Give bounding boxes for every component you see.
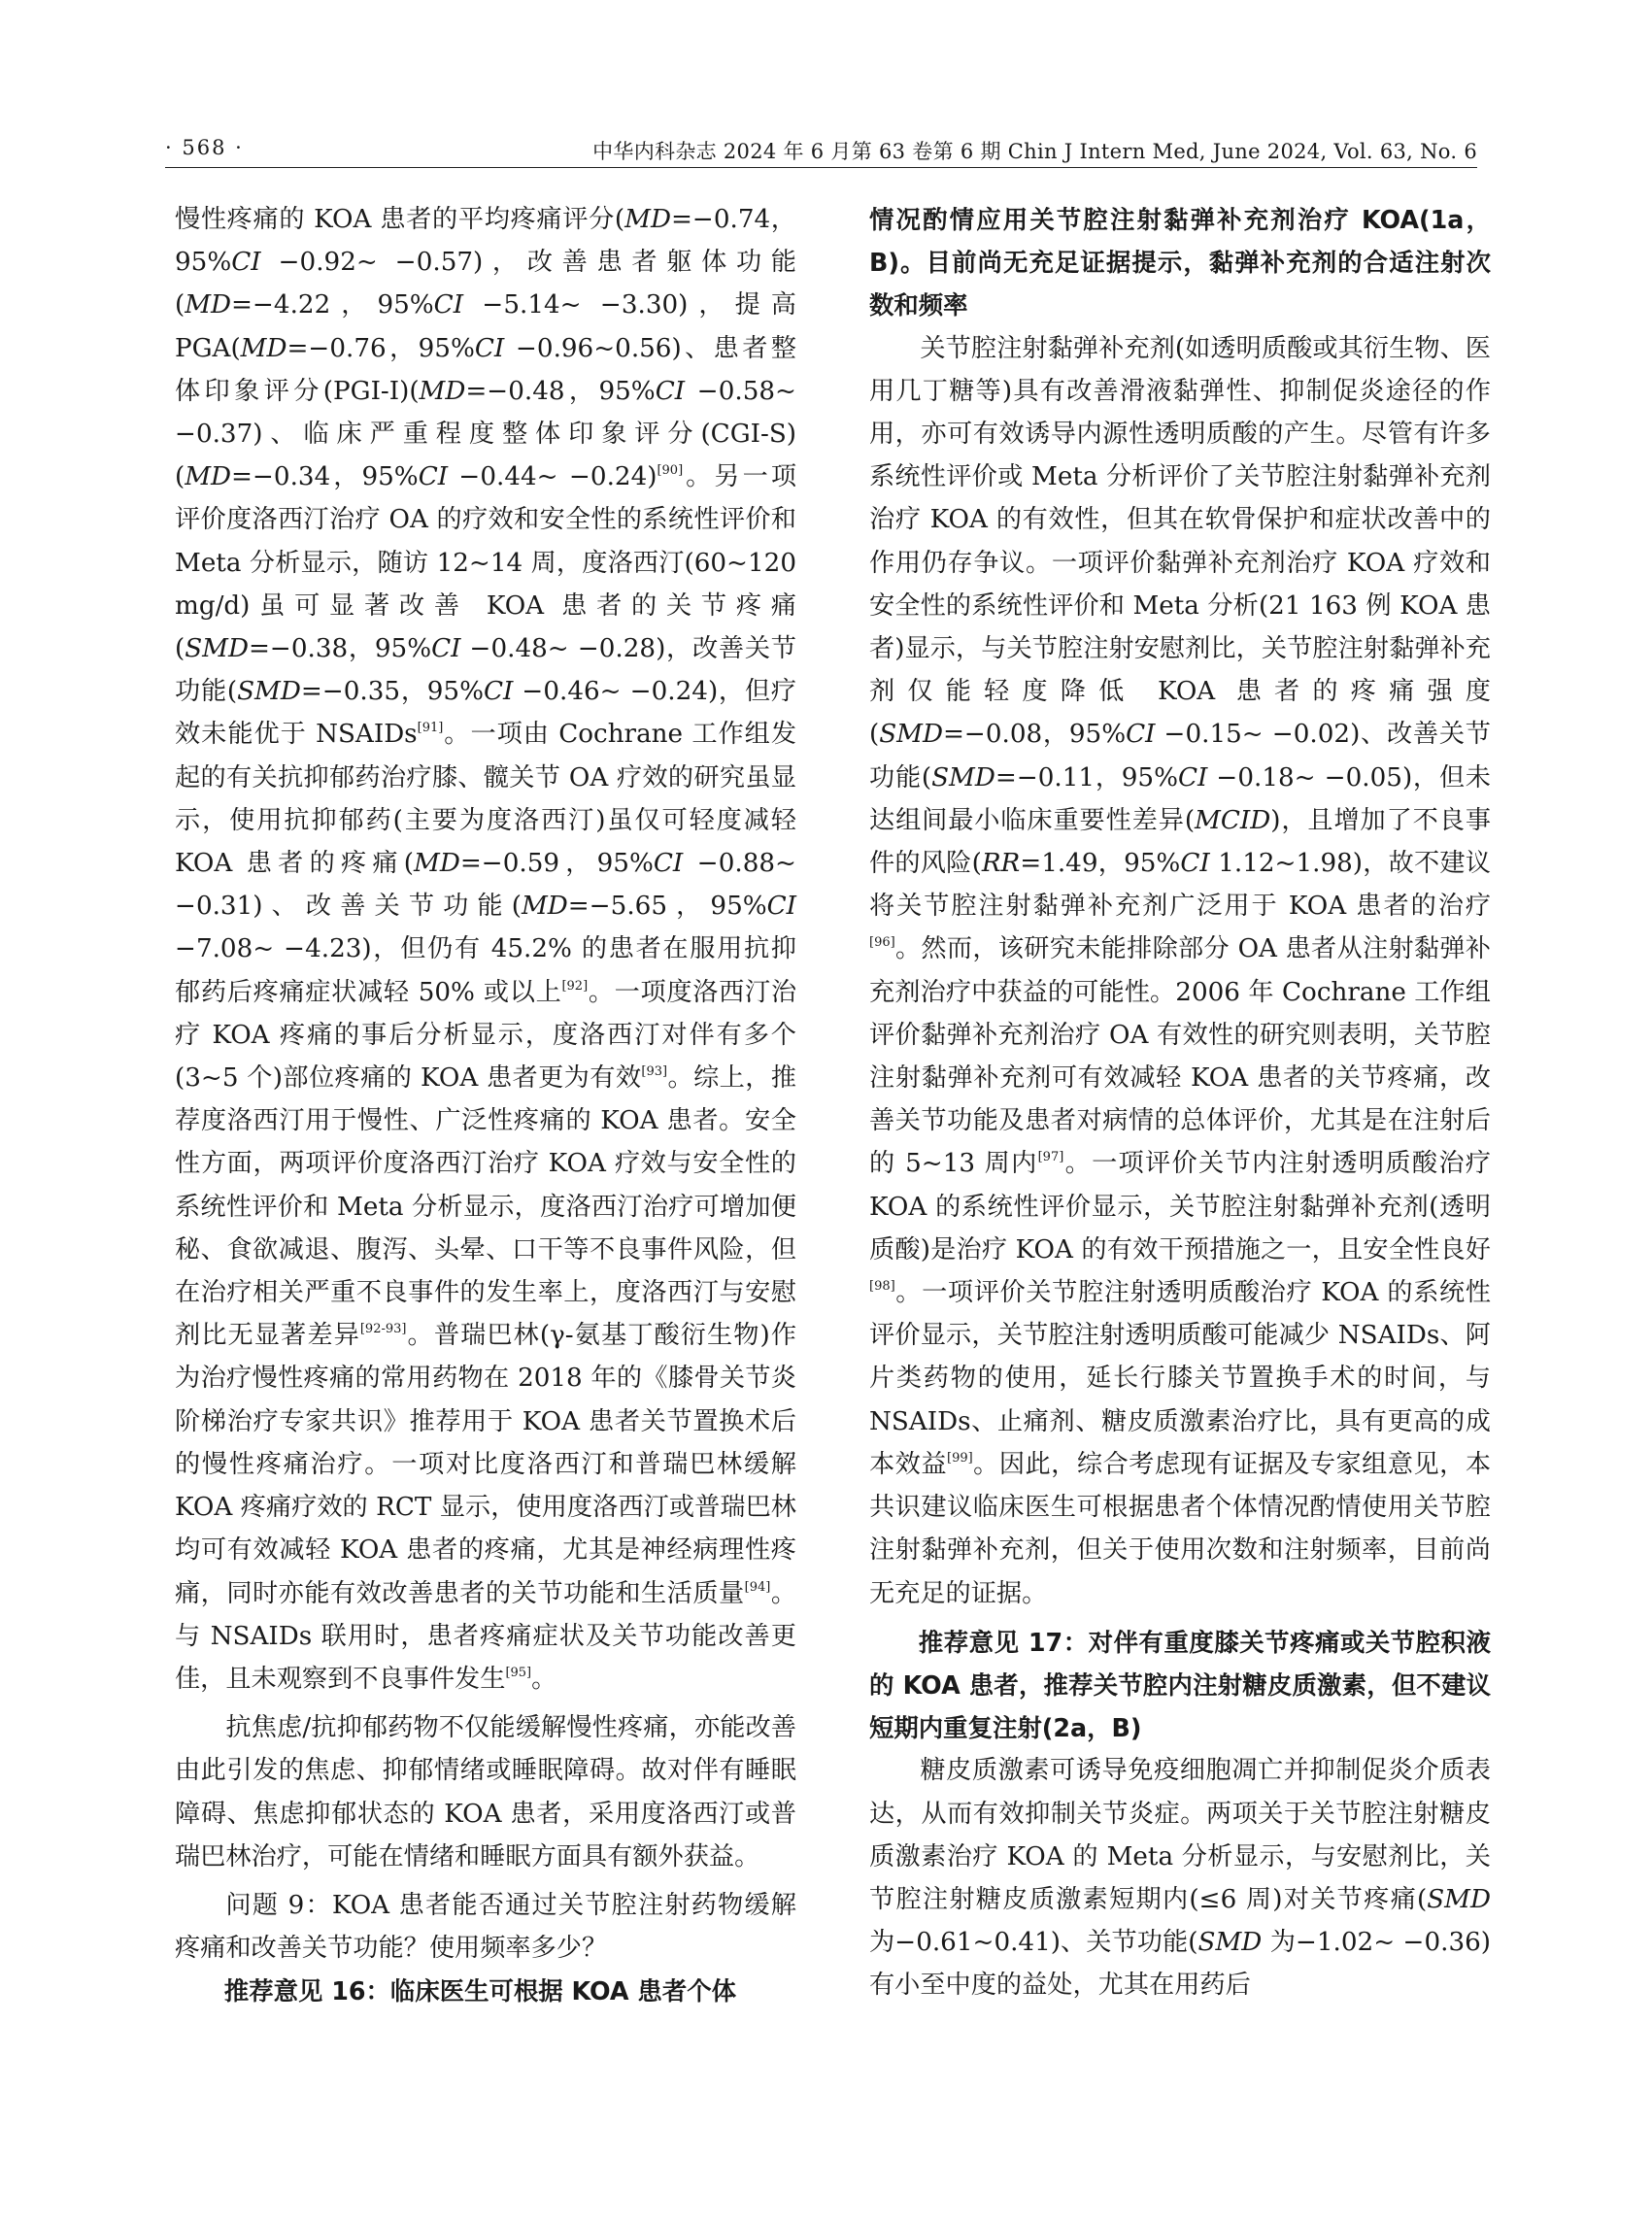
stat-symbol: CI [1126, 720, 1156, 750]
citation-marker: [90] [657, 463, 684, 479]
stat-symbol: CI [1177, 762, 1208, 792]
stat-symbol: RR [981, 849, 1021, 879]
stat-symbol: MD [414, 849, 460, 879]
stat-symbol: CI [418, 462, 449, 492]
stat-symbol: MD [624, 205, 671, 234]
citation-marker: [97] [1037, 1150, 1064, 1165]
stat-symbol: MD [185, 462, 232, 492]
stat-symbol: SMD [1197, 1928, 1263, 1958]
citation-marker: [93] [641, 1064, 668, 1080]
question-heading: 问题 9：KOA 患者能否通过关节腔注射药物缓解疼痛和改善关节功能？使用频率多少？ [175, 1890, 796, 1964]
recommendation-heading: 推荐意见 17：对伴有重度膝关节疼痛或关节腔积液的 KOA 患者，推荐关节腔内注射糖皮质激素，但不建议短期内重复注射(2a，B) [869, 1627, 1491, 1743]
stat-symbol: SMD [237, 677, 301, 707]
stat-symbol: CI [766, 892, 796, 922]
right-column [869, 198, 1491, 2007]
stat-symbol: CI [231, 248, 261, 278]
stat-symbol: CI [655, 376, 686, 406]
left-column [175, 198, 796, 2013]
stat-symbol: CI [653, 849, 684, 879]
citation-marker: [99] [947, 1450, 973, 1466]
stat-symbol: CI [431, 634, 461, 664]
citation-marker: [96] [869, 935, 895, 951]
paragraph: 慢性疼痛的 KOA 患者的平均疼痛评分(MD=−0.74，95%CI −0.92~ −0.57)，改善患者躯体功能(MD=−4.22，95%CI −5.14~ −3.30)，提高 PGA(MD=−0.76，95%CI −0.96~0.56)、患者整体印象评分(PGI-I)(MD=−0.48，95%CI −0.58~ −0.37)、临床严重程度整体印象评分(CGI-S)(MD=−0.34，95%CI −0.44~ −0.24)[90]。另一项评价度洛西汀治疗 OA 的疗效和安全性的系统性评价和 Meta 分析显示，随访 12~14 周，度洛西汀(60~120 mg/d)虽可显著改善 KOA 患者的关节疼痛(SMD=−0.38，95%CI −0.48~ −0.28)，改善关节功能(SMD=−0.35，95%CI −0.46~ −0.24)，但疗效未能优于 NSAIDs[91]。一项由 Cochrane 工作组发起的有关抗抑郁药治疗膝、髋关节 OA 疗效的研究虽显示，使用抗抑郁药(主要为度洛西汀)虽仅可轻度减轻 KOA 患者的疼痛(MD=−0.59，95%CI −0.88~ −0.31)、改善关节功能(MD=−5.65，95%CI −7.08~ −4.23)，但仍有 45.2% 的患者在服用抗抑郁药后疼痛症状减轻 50% 或以上[92]。一项度洛西汀治疗 KOA 疼痛的事后分析显示，度洛西汀对伴有多个(3~5 个)部位疼痛的 KOA 患者更为有效[93]。综上，推荐度洛西汀用于慢性、广泛性疼痛的 KOA 患者。安全性方面，两项评价度洛西汀治疗 KOA 疗效与安全性的系统性评价和 Meta 分析显示，度洛西汀治疗可增加便秘、食欲减退、腹泻、头晕、口干等不良事件风险，但在治疗相关严重不良事件的发生率上，度洛西汀与安慰剂比无显著差异[92-93]。普瑞巴林(γ-氨基丁酸衍生物)作为治疗慢性疼痛的常用药物在 2018 年的《膝骨关节炎阶梯治疗专家共识》推荐用于 KOA 患者关节置换术后的慢性疼痛治疗。一项对比度洛西汀和普瑞巴林缓解 KOA 疼痛疗效的 RCT 显示，使用度洛西汀或普瑞巴林均可有效减轻 KOA 患者的疼痛，尤其是神经病理性疼痛，同时亦能有效改善患者的关节功能和生活质量[94]。与 NSAIDs 联用时，患者疼痛症状及关节功能改善更佳，且未观察到不良事件发生[95]。 [175, 205, 797, 1694]
stat-symbol: MD [240, 333, 287, 363]
citation-marker: [94] [744, 1579, 771, 1595]
recommendation-heading: 推荐意见 16：临床医生可根据 KOA 患者个体 [223, 1976, 736, 2006]
stat-symbol: CI [474, 333, 505, 363]
citation-marker: [91] [417, 721, 444, 736]
citation-marker: [95] [505, 1665, 532, 1680]
recommendation-heading: 情况酌情应用关节腔注射黏弹补充剂治疗 KOA(1a， B)。目前尚无充足证据提示，黏弹补充剂的合适注射次数和频率 [869, 205, 1491, 320]
stat-symbol: MCID [1195, 805, 1271, 835]
stat-symbol: SMD [185, 634, 249, 664]
paragraph: 糖皮质激素可诱导免疫细胞凋亡并抑制促炎介质表达，从而有效抑制关节炎症。两项关于关节腔注射糖皮质激素治疗 KOA 的 Meta 分析显示，与安慰剂比，关节腔注射糖皮质激素短期内(≤6 周)对关节疼痛(SMD 为−0.61~0.41)、关节功能(SMD 为−1.02~ −0.36)有小至中度的益处，尤其在用药后 [869, 1756, 1491, 2001]
stat-symbol: CI [483, 677, 514, 707]
stat-symbol: MD [521, 892, 568, 922]
journal-citation: 中华内科杂志 2024 年 6 月第 63 卷第 6 期 Chin J Intern Med, June 2024, Vol. 63, No. 6 [592, 140, 1477, 163]
stat-symbol: SMD [1427, 1884, 1491, 1914]
paragraph: 抗焦虑/抗抑郁药物不仅能缓解慢性疼痛，亦能改善由此引发的焦虑、抑郁情绪或睡眠障碍。故对伴有睡眠障碍、焦虑抑郁状态的 KOA 患者，采用度洛西汀或普瑞巴林治疗，可能在情绪和睡眠方面具有额外获益。 [175, 1713, 796, 1871]
citation-marker: [92] [561, 978, 589, 994]
stat-symbol: CI [1180, 849, 1210, 879]
stat-symbol: MD [185, 290, 232, 320]
stat-symbol: SMD [879, 720, 943, 750]
citation-marker: [98] [869, 1279, 895, 1295]
stat-symbol: SMD [931, 762, 995, 792]
page-number: · 568 · [165, 136, 244, 159]
citation-marker: [92-93] [359, 1322, 407, 1337]
stat-symbol: CI [433, 290, 464, 320]
running-header [165, 132, 1477, 168]
paragraph: 关节腔注射黏弹补充剂(如透明质酸或其衍生物、医用几丁糖等)具有改善滑液黏弹性、抑制促炎途径的作用，亦可有效诱导内源性透明质酸的产生。尽管有许多系统性评价或 Meta 分析评价了关节腔注射黏弹补充剂治疗 KOA 的有效性，但其在软骨保护和症状改善中的作用仍存争议。一项评价黏弹补充剂治疗 KOA 疗效和安全性的系统性评价和 Meta 分析(21 163 例 KOA 患者)显示，与关节腔注射安慰剂比，关节腔注射黏弹补充剂仅能轻度降低 KOA 患者的疼痛强度(SMD=−0.08，95%CI −0.15~ −0.02)、改善关节功能(SMD=−0.11，95%CI −0.18~ −0.05)，但未达组间最小临床重要性差异(MCID)，且增加了不良事件的风险(RR=1.49，95%CI 1.12~1.98)，故不建议将关节腔注射黏弹补充剂广泛用于 KOA 患者的治疗[96]。然而，该研究未能排除部分 OA 患者从注射黏弹补充剂治疗中获益的可能性。2006 年 Cochrane 工作组评价黏弹补充剂治疗 OA 有效性的研究则表明，关节腔注射黏弹补充剂可有效减轻 KOA 患者的关节疼痛，改善关节功能及患者对病情的总体评价，尤其是在注射后的 5~13 周内[97]。一项评价关节内注射透明质酸治疗 KOA 的系统性评价显示，关节腔注射黏弹补充剂(透明质酸)是治疗 KOA 的有效干预措施之一，且安全性良好[98]。一项评价关节腔注射透明质酸治疗 KOA 的系统性评价显示，关节腔注射透明质酸可能减少 NSAIDs、阿片类药物的使用，延长行膝关节置换手术的时间，与 NSAIDs、止痛剂、糖皮质激素治疗比，具有更高的成本效益[99]。因此，综合考虑现有证据及专家组意见，本共识建议临床医生可根据患者个体情况酌情使用关节腔注射黏弹补充剂，但关于使用次数和注射频率，目前尚无充足的证据。 [869, 333, 1492, 1608]
stat-symbol: MD [419, 376, 466, 406]
